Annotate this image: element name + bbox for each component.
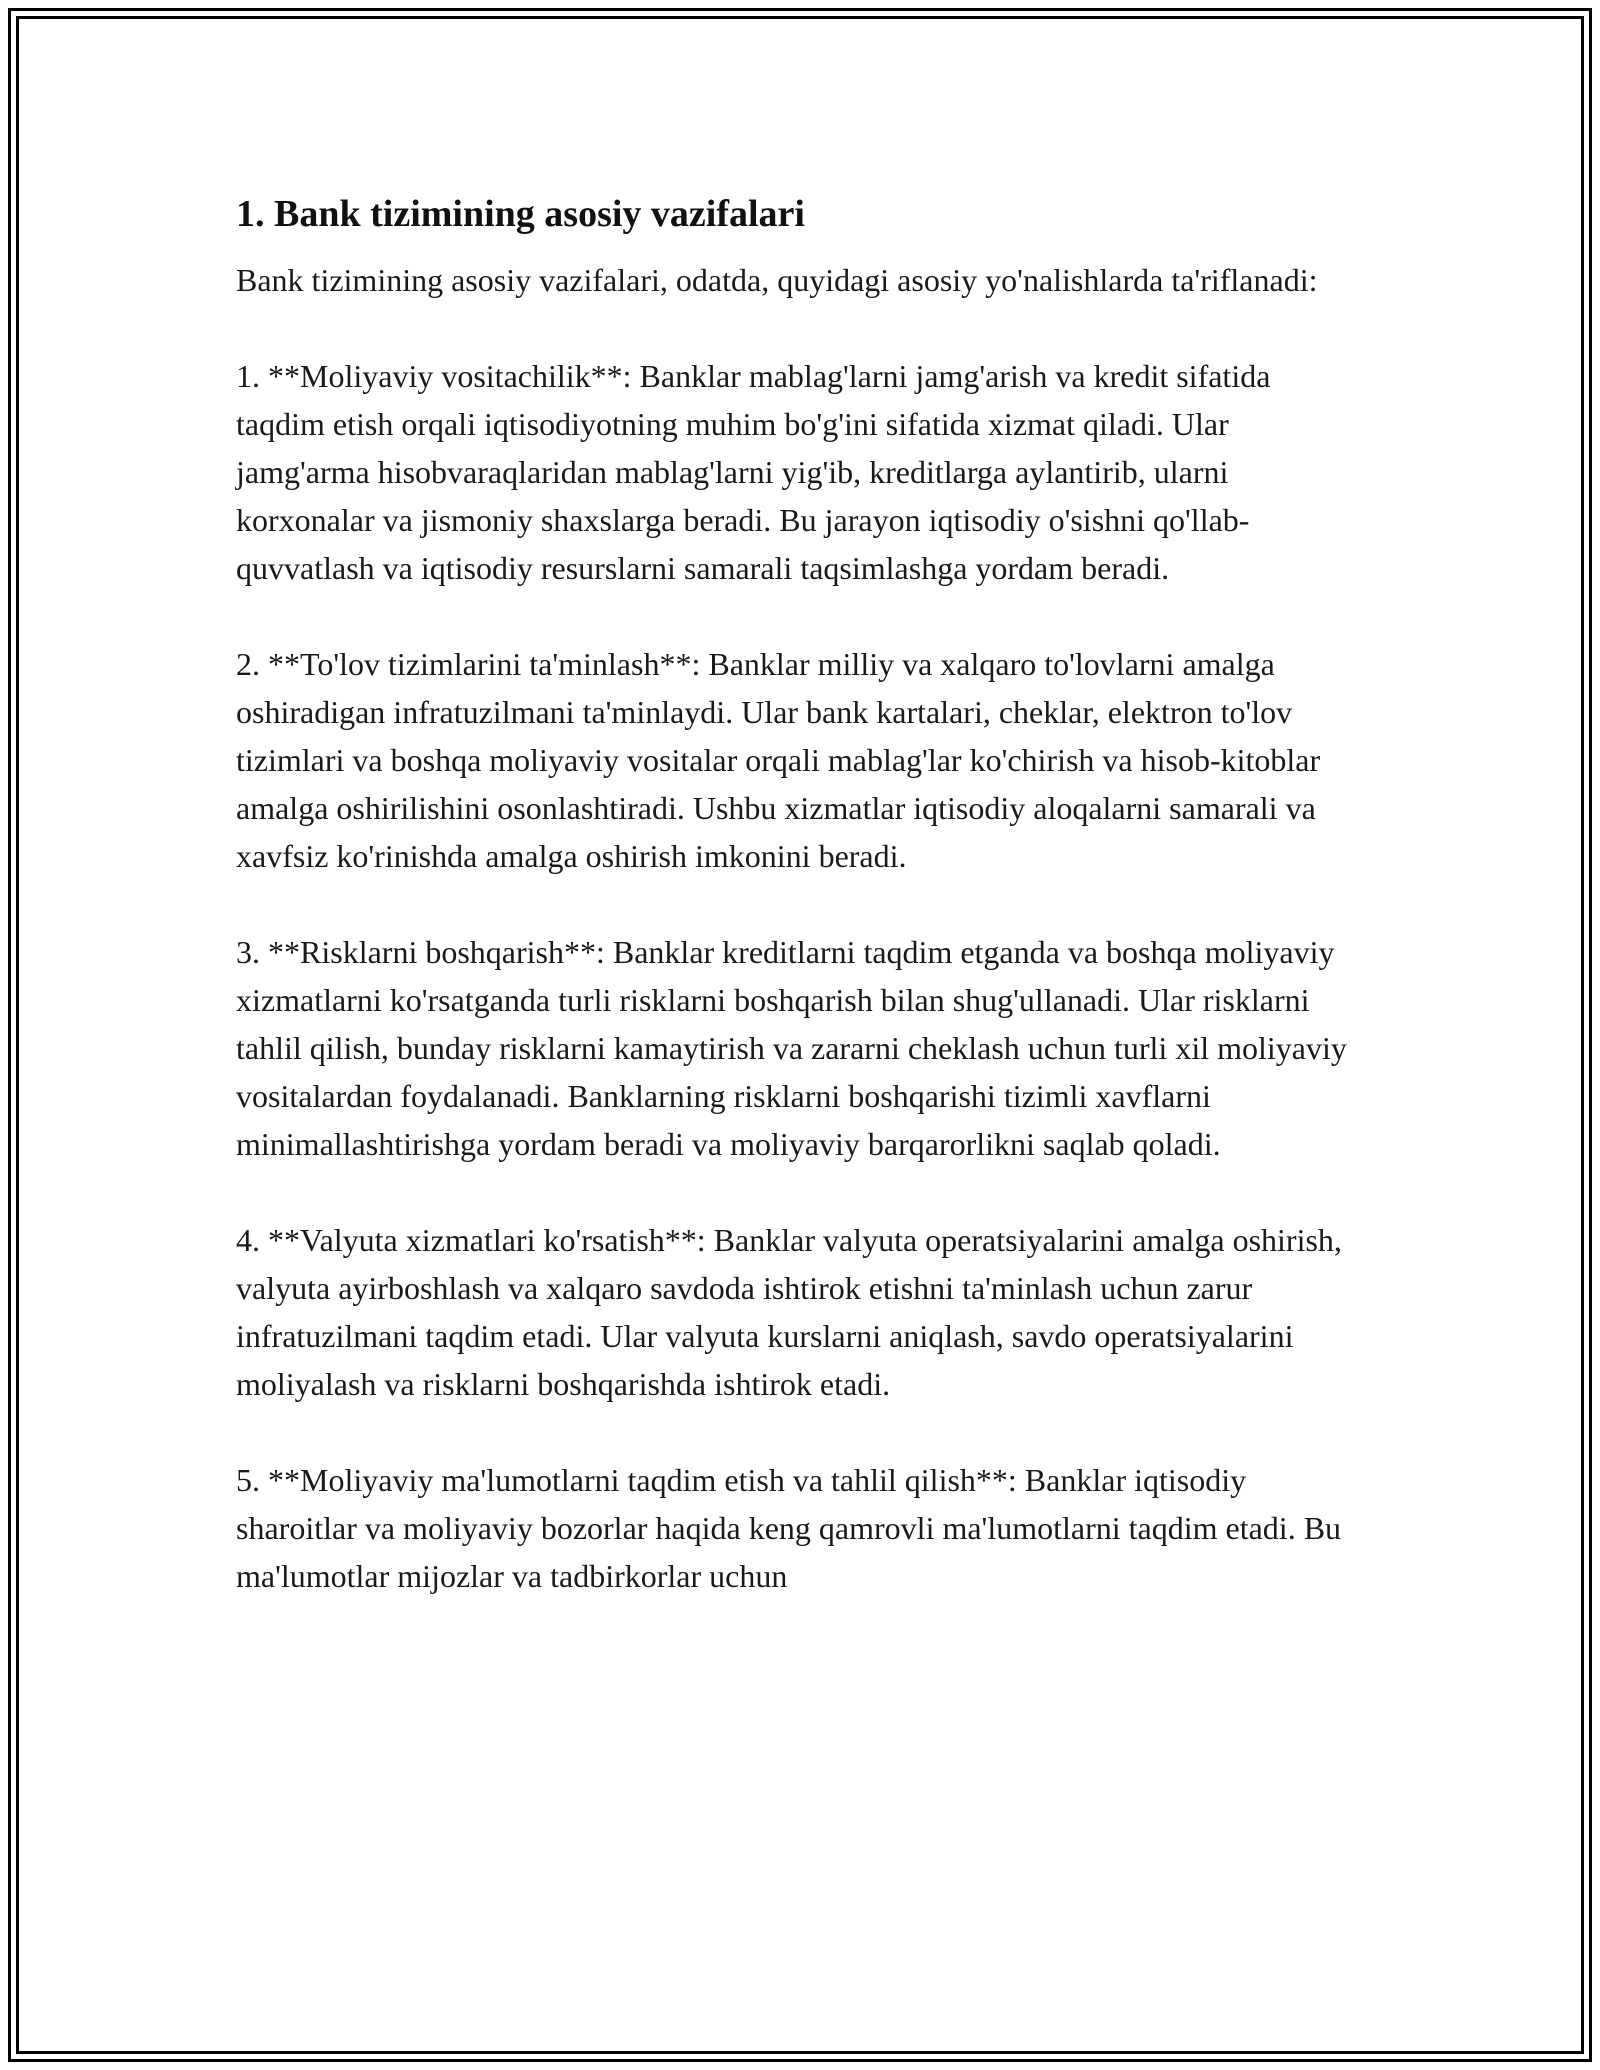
paragraph-risk-management: 3. **Risklarni boshqarish**: Banklar kreditlarni taqdim etganda va boshqa moliyaviy xizmatlarni ko'rsatganda turli risklarni boshqarish bilan shug'ullanadi. Ular risklarni tahlil qilish, bunday risklarni kamaytirish va zararni cheklash uchun turli xil moliyaviy vositalardan foydalanadi. Banklarning risklarni boshqarishi tizimli xavflarni minimallashtirishga yordam beradi va moliyaviy barqarorlikni saqlab qoladi. (236, 934, 1347, 1162)
paragraph-payment-systems: 2. **To'lov tizimlarini ta'minlash**: Banklar milliy va xalqaro to'lovlarni amalga oshiradigan infratuzilmani ta'minlaydi. Ular bank kartalari, cheklar, elektron to'lov tizimlari va boshqa moliyaviy vositalar orqali mablag'lar ko'chirish va hisob-kitoblar amalga oshirilishini osonlashtiradi. Ushbu xizmatlar iqtisodiy aloqalarni samarali va xavfsiz ko'rinishda amalga oshirish imkonini beradi. (236, 646, 1321, 874)
paragraph-financial-information: 5. **Moliyaviy ma'lumotlarni taqdim etish va tahlil qilish**: Banklar iqtisodiy sharoitlar va moliyaviy bozorlar haqida keng qamrovli ma'lumotlarni taqdim etadi. Bu ma'lumotlar mijozlar va tadbirkorlar uchun (236, 1462, 1342, 1594)
intro-paragraph: Bank tizimining asosiy vazifalari, odatda, quyidagi asosiy yo'nalishlarda ta'riflanadi: (236, 262, 1318, 298)
section-heading: 1. Bank tizimining asosiy vazifalari (236, 193, 805, 235)
document-body (236, 186, 1366, 1648)
paragraph-financial-intermediation: 1. **Moliyaviy vositachilik**: Banklar mablag'larni jamg'arish va kredit sifatida taqdim etish orqali iqtisodiyotning muhim bo'g'ini sifatida xizmat qiladi. Ular jamg'arma hisobvaraqlaridan mablag'larni yig'ib, kreditlarga aylantirib, ularni korxonalar va jismoniy shaxslarga beradi. Bu jarayon iqtisodiy o'sishni qo'llab-quvvatlash va iqtisodiy resurslarni samarali taqsimlashga yordam beradi. (236, 358, 1271, 586)
paragraph-currency-services: 4. **Valyuta xizmatlari ko'rsatish**: Banklar valyuta operatsiyalarini amalga oshirish, valyuta ayirboshlash va xalqaro savdoda ishtirok etishni ta'minlash uchun zarur infratuzilmani taqdim etadi. Ular valyuta kurslarni aniqlash, savdo operatsiyalarini moliyalash va risklarni boshqarishda ishtirok etadi. (236, 1222, 1342, 1402)
